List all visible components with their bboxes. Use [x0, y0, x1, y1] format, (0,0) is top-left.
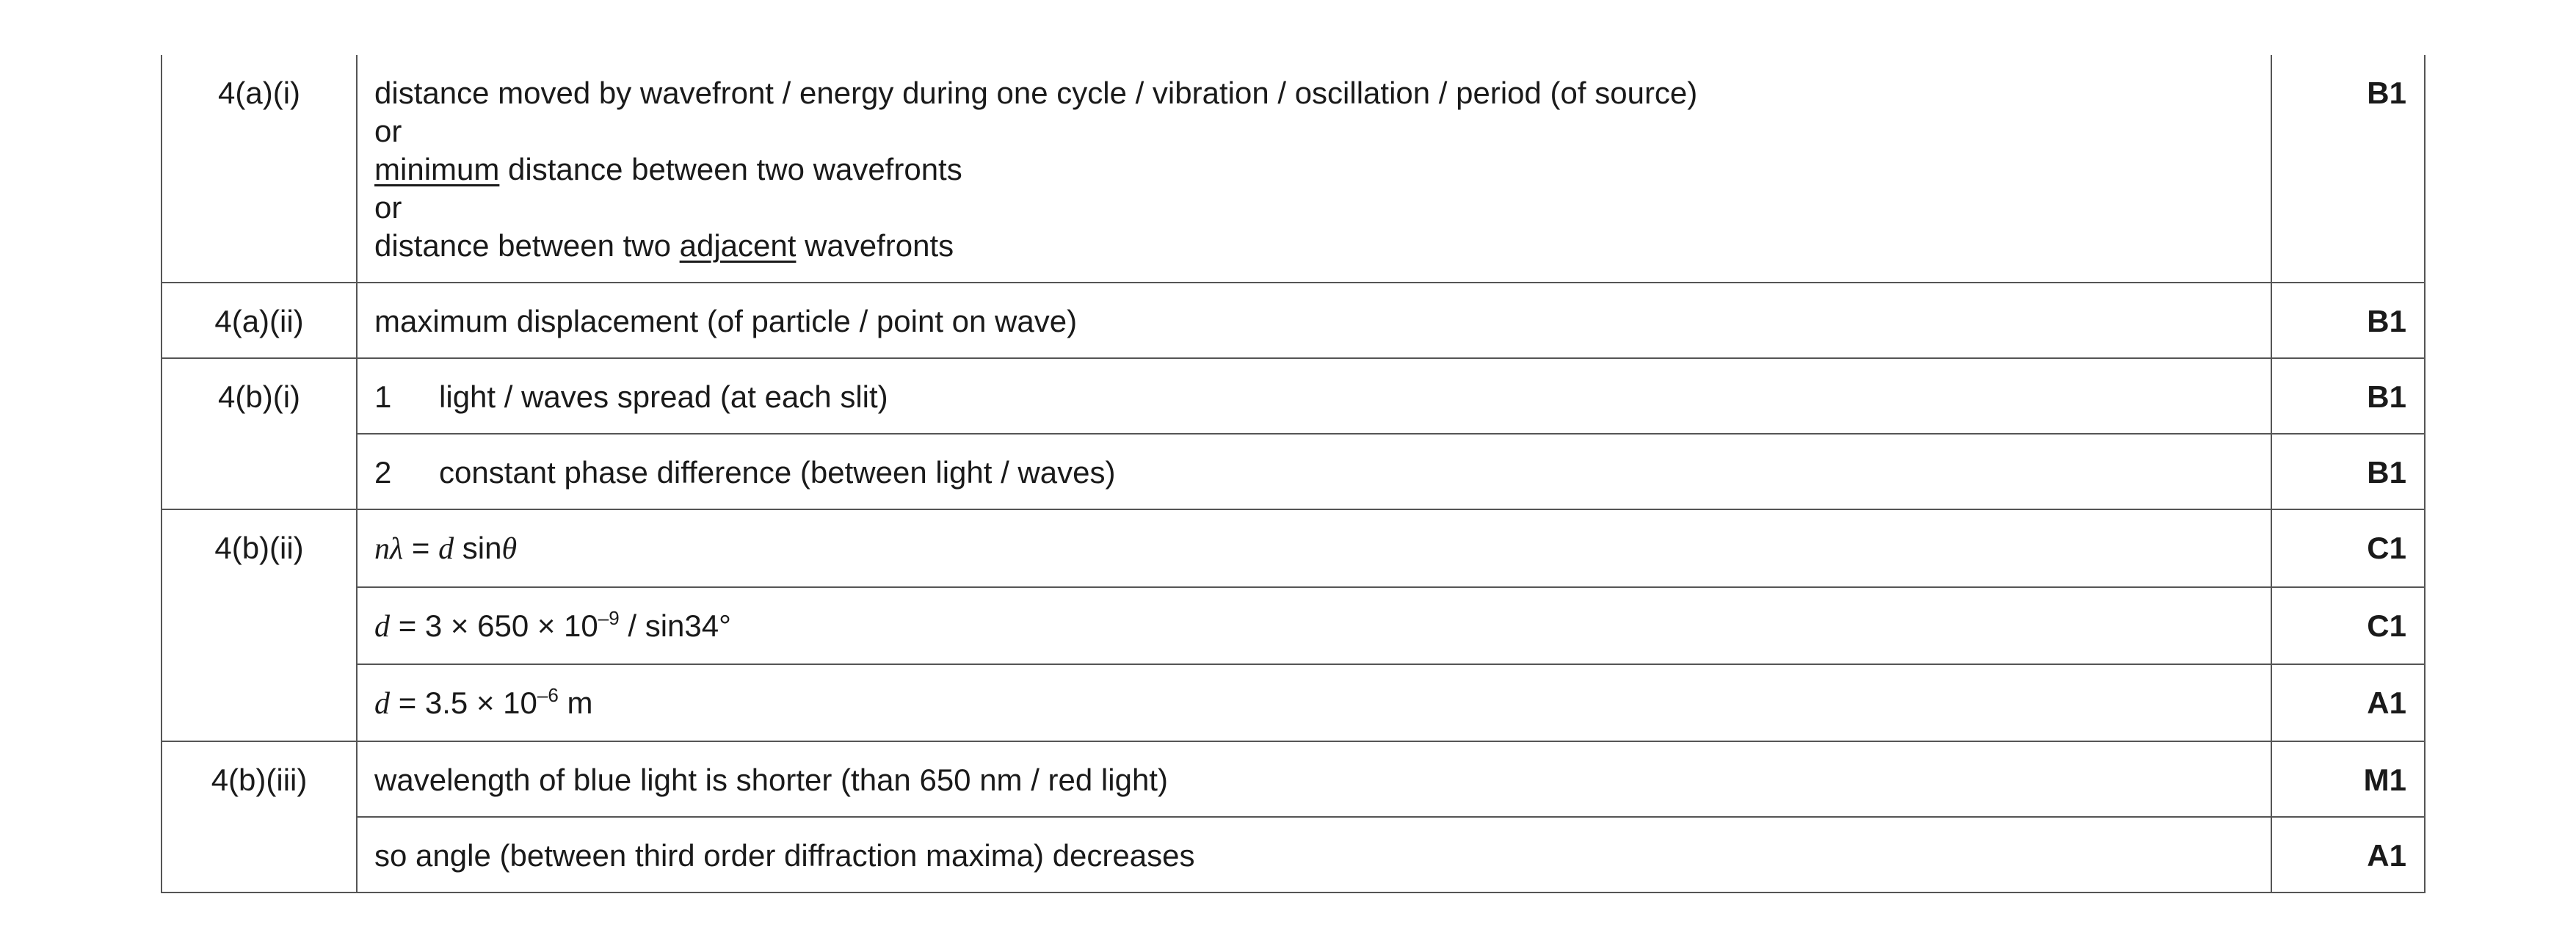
mark-code: B1 — [2271, 55, 2425, 283]
sin-text: sin — [454, 531, 502, 565]
variable-d: d — [438, 532, 454, 566]
table-row — [162, 587, 2425, 664]
answer-line — [374, 150, 2254, 189]
table-row — [162, 664, 2425, 741]
mark-code: A1 — [2271, 664, 2425, 741]
table-row — [162, 358, 2425, 434]
answer-line: or — [374, 114, 402, 148]
variable-n: n — [374, 532, 391, 566]
variable-d: d — [374, 687, 391, 721]
answer-text: distance between two wavefronts — [499, 152, 962, 186]
underlined-keyword: minimum — [374, 152, 500, 186]
answer-text: m — [558, 686, 593, 720]
mark-code: A1 — [2271, 817, 2425, 893]
mark-code: C1 — [2271, 509, 2425, 587]
question-number: 4(b)(iii) — [162, 741, 357, 893]
table-row — [162, 55, 2425, 283]
table-row — [162, 283, 2425, 358]
mark-code: B1 — [2271, 283, 2425, 358]
answer-cell — [357, 587, 2271, 664]
part-number: 2 — [374, 455, 392, 490]
question-number: 4(b)(i) — [162, 358, 357, 509]
question-number: 4(a)(i) — [162, 55, 357, 283]
answer-cell — [357, 664, 2271, 741]
table-row — [162, 434, 2425, 509]
answer-cell — [357, 509, 2271, 587]
answer-cell: maximum displacement (of particle / point on wave) — [357, 283, 2271, 358]
underlined-keyword: adjacent — [679, 228, 797, 263]
mark-code: B1 — [2271, 358, 2425, 434]
answer-text: constant phase difference (between light / waves) — [439, 455, 1116, 490]
variable-theta: θ — [501, 532, 518, 566]
variable-d: d — [374, 610, 391, 644]
question-number: 4(b)(ii) — [162, 509, 357, 741]
part-number: 1 — [374, 379, 392, 414]
exponent: –9 — [598, 607, 620, 629]
mark-code: M1 — [2271, 741, 2425, 817]
answer-cell — [357, 358, 2271, 434]
answer-text: = 3.5 × 10 — [390, 686, 537, 720]
table-row — [162, 509, 2425, 587]
variable-lambda: λ — [390, 532, 404, 566]
question-number: 4(a)(ii) — [162, 283, 357, 358]
answer-text: distance between two — [374, 228, 680, 263]
answer-text: / sin34° — [619, 608, 731, 643]
equals-sign: = — [403, 531, 439, 565]
answer-line: or — [374, 190, 402, 225]
answer-cell — [357, 55, 2271, 283]
answer-line — [374, 227, 2254, 265]
answer-text: light / waves spread (at each slit) — [439, 379, 888, 414]
table-row — [162, 741, 2425, 817]
answer-cell: wavelength of blue light is shorter (than 650 nm / red light) — [357, 741, 2271, 817]
mark-scheme-table — [161, 55, 2426, 893]
answer-text: wavefronts — [796, 228, 954, 263]
mark-code: C1 — [2271, 587, 2425, 664]
answer-cell: so angle (between third order diffraction maxima) decreases — [357, 817, 2271, 893]
mark-code: B1 — [2271, 434, 2425, 509]
table-row — [162, 817, 2425, 893]
exponent: –6 — [537, 684, 559, 706]
answer-line: distance moved by wavefront / energy during one cycle / vibration / oscillation / period (of source) — [374, 76, 1698, 110]
answer-text: = 3 × 650 × 10 — [390, 608, 598, 643]
answer-cell — [357, 434, 2271, 509]
